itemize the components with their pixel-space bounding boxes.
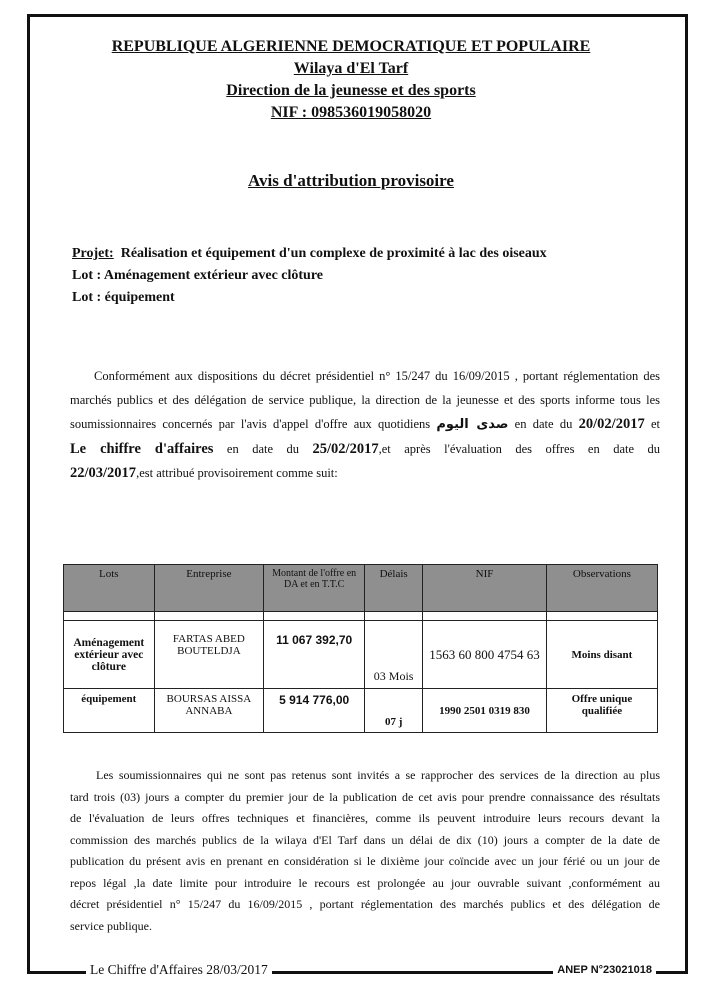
- table-row: [64, 621, 658, 689]
- closing-line: décret présidentiel n° 15/247 du 16/09/2015 , portant réglementation des marchés publics et des délégation de: [70, 897, 660, 911]
- cell-lot: Aménagement extérieur avec clôture: [64, 621, 155, 689]
- lot-1: Lot : Aménagement extérieur avec clôture: [72, 268, 324, 283]
- notice-title: Avis d'attribution provisoire: [248, 171, 454, 190]
- col-header-lots: Lots: [64, 565, 155, 612]
- publication-source: Le Chiffre d'Affaires 28/03/2017: [86, 962, 272, 978]
- document-header: [0, 36, 702, 124]
- cell-delais: 07 j: [365, 689, 423, 733]
- direction-name: Direction de la jeunesse et des sports: [226, 82, 476, 99]
- col-header-nif: NIF: [423, 565, 547, 612]
- intro-line: Conformément aux dispositions du décret présidentiel n° 15/247 du 16/09/2015 , portant réglementation des: [94, 369, 660, 383]
- intro-line: soumissionnaires concernés par l'avis d'appel d'offre aux quotidiens صدى اليوم en date du 20/02/2017 et: [70, 416, 661, 432]
- closing-line: Les soumissionnaires qui ne sont pas retenus sont invités a se rapprocher des services de la direction au plus: [96, 768, 660, 782]
- newspaper-name: Le chiffre d'affaires: [70, 441, 214, 457]
- cell-entreprise: FARTAS ABED BOUTELDJA: [154, 621, 264, 689]
- project-block: [72, 243, 547, 309]
- cell-observations: Moins disant: [546, 621, 657, 689]
- closing-line: repos légal ,la date limite pour introduire le recours est prolongée au jour ouvrable suivant ,conformément au: [70, 875, 660, 890]
- cell-delais: 03 Mois: [365, 621, 423, 689]
- closing-line: tard trois (03) jours a compter du premier jour de la publication de cet avis pour prendre connaissance des résultats: [70, 789, 660, 804]
- closing-line: service publique.: [70, 918, 152, 933]
- cell-entreprise: BOURSAS AISSA ANNABA: [154, 689, 264, 733]
- cell-observations: Offre unique qualifiée: [546, 689, 657, 733]
- nif-number: NIF : 098536019058020: [270, 104, 432, 121]
- cell-lot: équipement: [64, 689, 155, 733]
- intro-line: marchés publics et des délégation de service publique, la direction de la jeunesse et des sports informe tous les: [70, 393, 660, 407]
- col-header-observations: Observations: [546, 565, 657, 612]
- date-evaluation: 22/03/2017: [70, 465, 137, 481]
- cell-nif: 1563 60 800 4754 63: [423, 621, 547, 689]
- cell-nif: 1990 2501 0319 830: [423, 689, 547, 733]
- lot-2: Lot : équipement: [72, 290, 175, 305]
- col-header-entreprise: Entreprise: [154, 565, 264, 612]
- anep-number: ANEP N°23021018: [553, 964, 656, 976]
- col-header-montant: Montant de l'offre en DA et en T.T.C: [264, 565, 365, 612]
- closing-paragraph: [70, 765, 660, 937]
- intro-line: Le chiffre d'affaires en date du 25/02/2017,et après l'évaluation des offres en date du: [70, 441, 661, 457]
- date-publication: 25/02/2017: [312, 441, 379, 457]
- republic-title: REPUBLIQUE ALGERIENNE DEMOCRATIQUE ET POPULAIRE: [111, 38, 591, 55]
- footer: [0, 962, 702, 982]
- project-text: Réalisation et équipement d'un complexe de proximité à lac des oiseaux: [120, 246, 547, 261]
- project-label: Projet:: [72, 246, 114, 261]
- closing-line: commission des marchés publics de la wilaya d'El Tarf dans un délai de dix (10) jours a compter de la date de: [70, 832, 660, 847]
- arabic-newspaper-name: صدى اليوم: [436, 417, 509, 432]
- attribution-table: [63, 564, 658, 733]
- table-row: [64, 689, 658, 733]
- intro-line: 22/03/2017,est attribué provisoirement comme suit:: [70, 465, 338, 481]
- intro-paragraph: [70, 364, 660, 485]
- cell-montant: 11 067 392,70: [264, 621, 365, 689]
- cell-montant: 5 914 776,00: [264, 689, 365, 733]
- col-header-delais: Délais: [365, 565, 423, 612]
- date-appel: 20/02/2017: [578, 416, 645, 432]
- closing-line: publication du présent avis en prenant en considération si le dixième jour coïncide avec un jour férié ou un jour de: [70, 854, 660, 868]
- wilaya-name: Wilaya d'El Tarf: [293, 60, 409, 77]
- closing-line: de l'évaluation de leurs offres techniques et financières, comme ils peuvent introduire leurs recours devant la: [70, 811, 660, 825]
